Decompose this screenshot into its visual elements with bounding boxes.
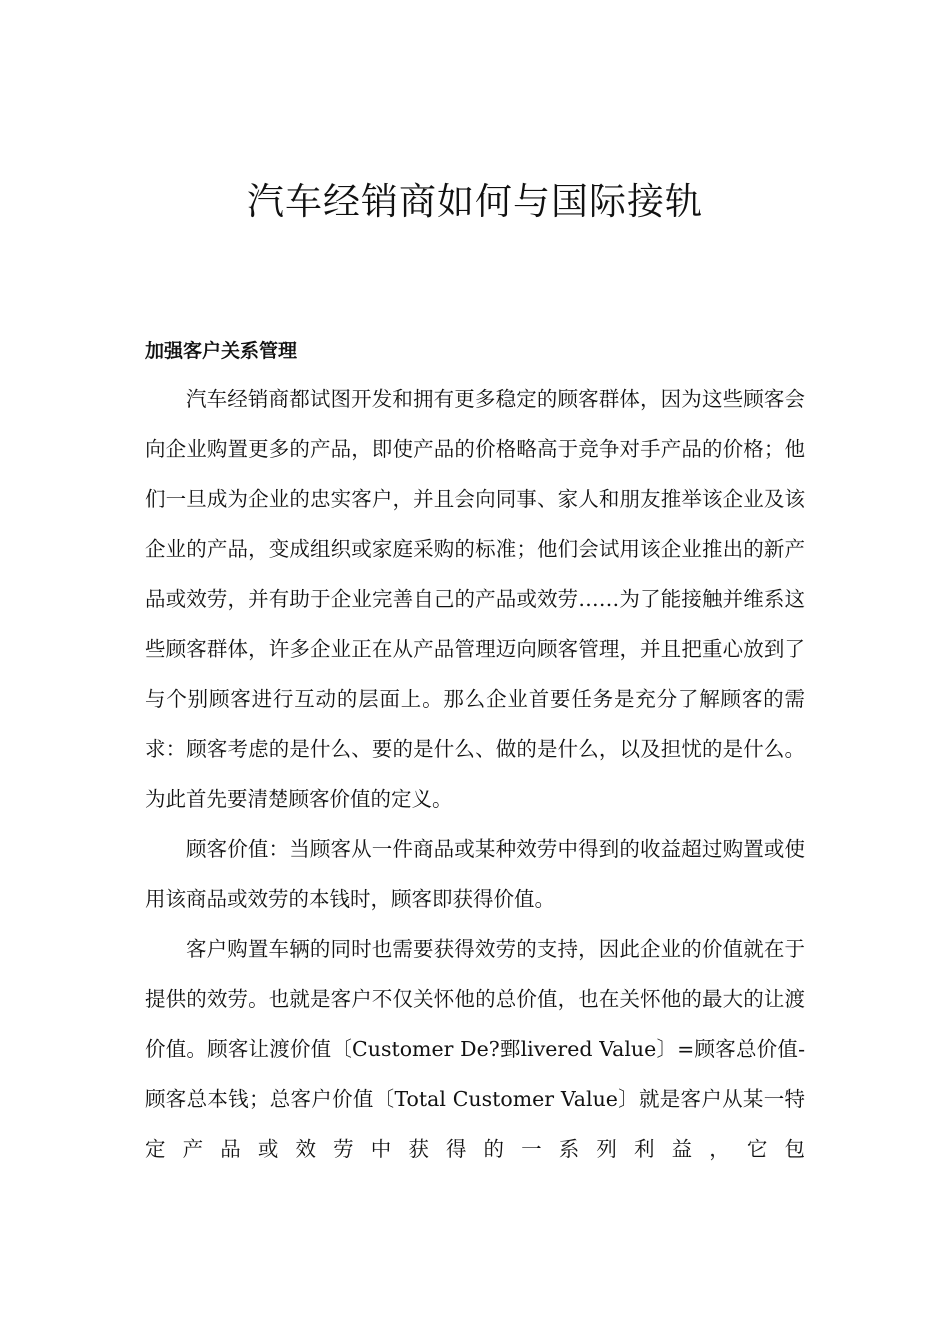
- section-heading: 加强客户关系管理: [145, 340, 298, 362]
- document-body: [145, 374, 805, 1174]
- body-paragraph: 汽车经销商都试图开发和拥有更多稳定的顾客群体，因为这些顾客会向企业购置更多的产品，即使产品的价格略高于竞争对手产品的价格；他们一旦成为企业的忠实客户，并且会向同事、家人和朋友推举该企业及该企业的产品，变成组织或家庭采购的标准；他们会试用该企业推出的新产品或效劳，并有助于企业完善自己的产品或效劳……为了能接触并维系这些顾客群体，许多企业正在从产品管理迈向顾客管理，并且把重心放到了与个别顾客进行互动的层面上。那么企业首要任务是充分了解顾客的需求：顾客考虑的是什么、要的是什么、做的是什么，以及担忧的是什么。为此首先要清楚顾客价值的定义。: [145, 387, 805, 811]
- body-paragraph: 客户购置车辆的同时也需要获得效劳的支持，因此企业的价值就在于提供的效劳。也就是客户不仅关怀他的总价值，也在关怀他的最大的让渡价值。顾客让渡价值〔Customer De?鄄livered Value〕=顾客总价值-顾客总本钱；总客户价值〔Total Customer Value〕就是客户从某一特定产品或效劳中获得的一系列利益，它包: [145, 937, 805, 1161]
- document-title: 汽车经销商如何与国际接轨: [247, 180, 703, 223]
- body-paragraph: 顾客价值：当顾客从一件商品或某种效劳中得到的收益超过购置或使用该商品或效劳的本钱时，顾客即获得价值。: [145, 837, 805, 911]
